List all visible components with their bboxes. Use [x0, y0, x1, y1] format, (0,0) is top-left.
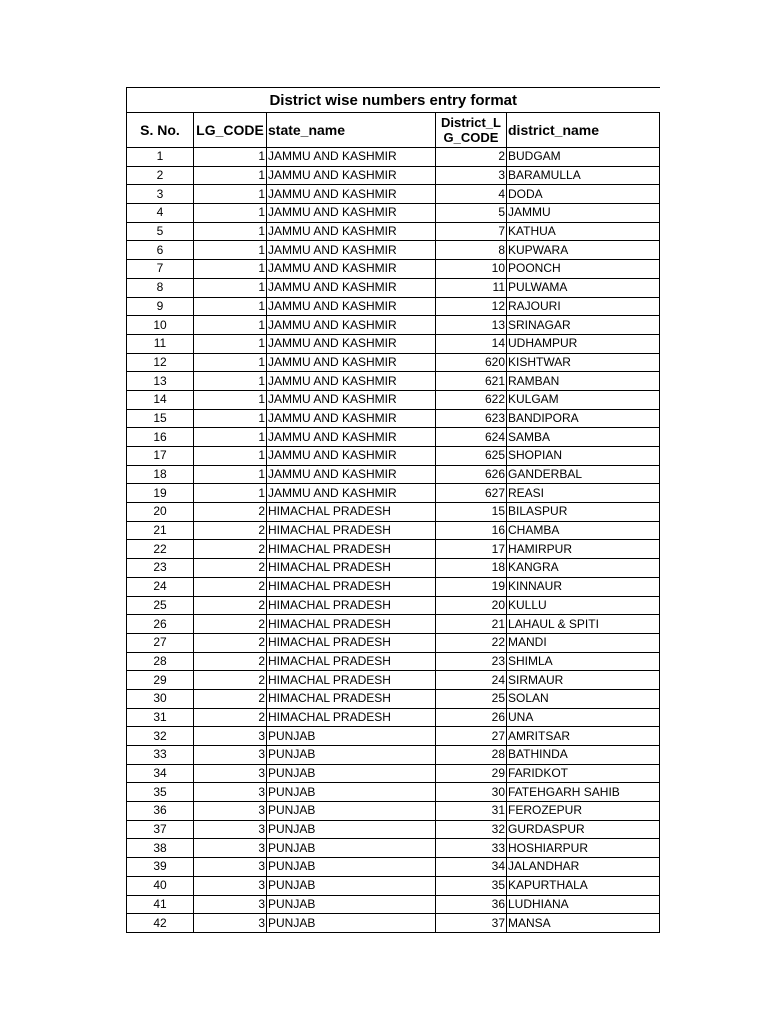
cell-state-name[interactable]: JAMMU AND KASHMIR [267, 372, 436, 391]
table-row [127, 615, 660, 634]
cell-district-lg-code[interactable]: 10 [436, 260, 507, 279]
cell-district-name[interactable]: FEROZEPUR [507, 802, 660, 821]
table-row [127, 746, 660, 765]
cell-district-lg-code[interactable]: 11 [436, 278, 507, 297]
cell-sno[interactable]: 27 [127, 633, 194, 652]
cell-district-lg-code[interactable]: 5 [436, 204, 507, 223]
cell-sno[interactable]: 2 [127, 166, 194, 185]
cell-lg-code[interactable]: 1 [194, 185, 267, 204]
table-row [127, 540, 660, 559]
cell-state-name[interactable]: PUNJAB [267, 783, 436, 802]
table-row [127, 222, 660, 241]
cell-lg-code[interactable]: 1 [194, 260, 267, 279]
cell-sno[interactable]: 9 [127, 297, 194, 316]
table-row [127, 334, 660, 353]
cell-lg-code[interactable]: 2 [194, 540, 267, 559]
cell-lg-code[interactable]: 1 [194, 409, 267, 428]
cell-district-name[interactable]: KULGAM [507, 390, 660, 409]
cell-state-name[interactable]: JAMMU AND KASHMIR [267, 241, 436, 260]
cell-district-lg-code[interactable]: 626 [436, 465, 507, 484]
cell-lg-code[interactable]: 2 [194, 521, 267, 540]
cell-district-name[interactable]: HOSHIARPUR [507, 839, 660, 858]
cell-district-lg-code[interactable]: 3 [436, 166, 507, 185]
cell-lg-code[interactable]: 1 [194, 148, 267, 167]
cell-district-name[interactable]: POONCH [507, 260, 660, 279]
cell-state-name[interactable]: JAMMU AND KASHMIR [267, 148, 436, 167]
cell-district-name[interactable]: AMRITSAR [507, 727, 660, 746]
cell-district-name[interactable]: LAHAUL & SPITI [507, 615, 660, 634]
cell-state-name[interactable]: HIMACHAL PRADESH [267, 652, 436, 671]
header-state-name: state_name [267, 113, 436, 148]
table-row [127, 783, 660, 802]
cell-sno[interactable]: 20 [127, 503, 194, 522]
table-row [127, 316, 660, 335]
cell-lg-code[interactable]: 1 [194, 241, 267, 260]
cell-state-name[interactable]: HIMACHAL PRADESH [267, 708, 436, 727]
table-row [127, 820, 660, 839]
cell-sno[interactable]: 36 [127, 802, 194, 821]
table-body [127, 148, 660, 933]
table-row [127, 409, 660, 428]
cell-state-name[interactable]: HIMACHAL PRADESH [267, 521, 436, 540]
table-row [127, 241, 660, 260]
cell-district-name[interactable]: BUDGAM [507, 148, 660, 167]
cell-sno[interactable]: 7 [127, 260, 194, 279]
cell-district-lg-code[interactable]: 18 [436, 559, 507, 578]
cell-state-name[interactable]: JAMMU AND KASHMIR [267, 334, 436, 353]
cell-state-name[interactable]: HIMACHAL PRADESH [267, 633, 436, 652]
cell-sno[interactable]: 31 [127, 708, 194, 727]
cell-sno[interactable]: 33 [127, 746, 194, 765]
cell-state-name[interactable]: HIMACHAL PRADESH [267, 596, 436, 615]
cell-district-lg-code[interactable]: 627 [436, 484, 507, 503]
cell-district-lg-code[interactable]: 36 [436, 895, 507, 914]
cell-district-lg-code[interactable]: 19 [436, 577, 507, 596]
cell-state-name[interactable]: HIMACHAL PRADESH [267, 540, 436, 559]
header-district-lg-code: District_LG_CODE [436, 113, 507, 148]
cell-lg-code[interactable]: 1 [194, 204, 267, 223]
cell-lg-code[interactable]: 1 [194, 222, 267, 241]
cell-state-name[interactable]: JAMMU AND KASHMIR [267, 409, 436, 428]
cell-sno[interactable]: 29 [127, 671, 194, 690]
table-row [127, 802, 660, 821]
cell-district-lg-code[interactable]: 25 [436, 689, 507, 708]
cell-state-name[interactable]: JAMMU AND KASHMIR [267, 297, 436, 316]
cell-lg-code[interactable]: 3 [194, 876, 267, 895]
cell-state-name[interactable]: HIMACHAL PRADESH [267, 671, 436, 690]
cell-district-lg-code[interactable]: 8 [436, 241, 507, 260]
cell-sno[interactable]: 22 [127, 540, 194, 559]
cell-district-name[interactable]: JAMMU [507, 204, 660, 223]
cell-lg-code[interactable]: 2 [194, 633, 267, 652]
cell-lg-code[interactable]: 1 [194, 484, 267, 503]
cell-sno[interactable]: 41 [127, 895, 194, 914]
cell-state-name[interactable]: PUNJAB [267, 914, 436, 933]
table-row [127, 390, 660, 409]
cell-district-lg-code[interactable]: 30 [436, 783, 507, 802]
cell-sno[interactable]: 21 [127, 521, 194, 540]
cell-district-name[interactable]: KISHTWAR [507, 353, 660, 372]
cell-district-name[interactable]: SAMBA [507, 428, 660, 447]
cell-sno[interactable]: 40 [127, 876, 194, 895]
cell-state-name[interactable]: PUNJAB [267, 820, 436, 839]
cell-district-name[interactable]: SIRMAUR [507, 671, 660, 690]
table-row [127, 260, 660, 279]
cell-lg-code[interactable]: 3 [194, 895, 267, 914]
cell-district-lg-code[interactable]: 7 [436, 222, 507, 241]
cell-sno[interactable]: 26 [127, 615, 194, 634]
table-row [127, 428, 660, 447]
table-row [127, 204, 660, 223]
cell-district-name[interactable]: MANDI [507, 633, 660, 652]
cell-lg-code[interactable]: 3 [194, 914, 267, 933]
cell-sno[interactable]: 19 [127, 484, 194, 503]
cell-state-name[interactable]: JAMMU AND KASHMIR [267, 353, 436, 372]
cell-sno[interactable]: 24 [127, 577, 194, 596]
cell-state-name[interactable]: JAMMU AND KASHMIR [267, 260, 436, 279]
cell-sno[interactable]: 6 [127, 241, 194, 260]
sheet-title: District wise numbers entry format [127, 88, 660, 113]
cell-district-name[interactable]: KINNAUR [507, 577, 660, 596]
cell-district-lg-code[interactable]: 34 [436, 858, 507, 877]
cell-district-name[interactable]: UDHAMPUR [507, 334, 660, 353]
cell-lg-code[interactable]: 3 [194, 820, 267, 839]
cell-district-name[interactable]: KATHUA [507, 222, 660, 241]
cell-district-name[interactable]: GANDERBAL [507, 465, 660, 484]
cell-sno[interactable]: 37 [127, 820, 194, 839]
cell-district-name[interactable]: KAPURTHALA [507, 876, 660, 895]
spreadsheet [126, 87, 660, 933]
cell-district-name[interactable]: SHIMLA [507, 652, 660, 671]
cell-district-lg-code[interactable]: 12 [436, 297, 507, 316]
cell-lg-code[interactable]: 1 [194, 465, 267, 484]
table-row [127, 372, 660, 391]
cell-district-name[interactable]: KULLU [507, 596, 660, 615]
header-district-name: district_name [507, 113, 660, 148]
cell-sno[interactable]: 15 [127, 409, 194, 428]
cell-state-name[interactable]: PUNJAB [267, 727, 436, 746]
cell-lg-code[interactable]: 1 [194, 372, 267, 391]
cell-sno[interactable]: 16 [127, 428, 194, 447]
table-row [127, 689, 660, 708]
table-row [127, 839, 660, 858]
cell-district-name[interactable]: FARIDKOT [507, 764, 660, 783]
cell-district-lg-code[interactable]: 32 [436, 820, 507, 839]
table-row [127, 652, 660, 671]
cell-sno[interactable]: 11 [127, 334, 194, 353]
cell-lg-code[interactable]: 3 [194, 746, 267, 765]
table-row [127, 185, 660, 204]
cell-sno[interactable]: 35 [127, 783, 194, 802]
cell-district-lg-code[interactable]: 620 [436, 353, 507, 372]
table-row [127, 914, 660, 933]
cell-district-name[interactable]: KANGRA [507, 559, 660, 578]
cell-state-name[interactable]: JAMMU AND KASHMIR [267, 204, 436, 223]
cell-district-name[interactable]: DODA [507, 185, 660, 204]
cell-district-lg-code[interactable]: 23 [436, 652, 507, 671]
cell-lg-code[interactable]: 1 [194, 353, 267, 372]
cell-district-name[interactable]: JALANDHAR [507, 858, 660, 877]
cell-district-lg-code[interactable]: 26 [436, 708, 507, 727]
cell-state-name[interactable]: PUNJAB [267, 746, 436, 765]
cell-sno[interactable]: 10 [127, 316, 194, 335]
cell-district-lg-code[interactable]: 621 [436, 372, 507, 391]
cell-district-name[interactable]: RAMBAN [507, 372, 660, 391]
cell-district-lg-code[interactable]: 13 [436, 316, 507, 335]
cell-state-name[interactable]: HIMACHAL PRADESH [267, 503, 436, 522]
cell-state-name[interactable]: JAMMU AND KASHMIR [267, 185, 436, 204]
cell-lg-code[interactable]: 2 [194, 503, 267, 522]
cell-state-name[interactable]: HIMACHAL PRADESH [267, 689, 436, 708]
table-row [127, 503, 660, 522]
title-row [127, 88, 660, 113]
cell-district-lg-code[interactable]: 624 [436, 428, 507, 447]
cell-district-name[interactable]: BARAMULLA [507, 166, 660, 185]
cell-district-lg-code[interactable]: 21 [436, 615, 507, 634]
cell-sno[interactable]: 1 [127, 148, 194, 167]
cell-sno[interactable]: 34 [127, 764, 194, 783]
cell-lg-code[interactable]: 3 [194, 727, 267, 746]
cell-sno[interactable]: 25 [127, 596, 194, 615]
cell-lg-code[interactable]: 2 [194, 689, 267, 708]
cell-lg-code[interactable]: 2 [194, 615, 267, 634]
cell-state-name[interactable]: PUNJAB [267, 802, 436, 821]
cell-district-lg-code[interactable]: 622 [436, 390, 507, 409]
table-row [127, 727, 660, 746]
cell-lg-code[interactable]: 1 [194, 428, 267, 447]
cell-sno[interactable]: 8 [127, 278, 194, 297]
cell-lg-code[interactable]: 2 [194, 708, 267, 727]
cell-sno[interactable]: 13 [127, 372, 194, 391]
cell-sno[interactable]: 5 [127, 222, 194, 241]
cell-district-name[interactable]: CHAMBA [507, 521, 660, 540]
cell-state-name[interactable]: JAMMU AND KASHMIR [267, 428, 436, 447]
cell-state-name[interactable]: PUNJAB [267, 895, 436, 914]
table-row [127, 596, 660, 615]
cell-district-lg-code[interactable]: 623 [436, 409, 507, 428]
cell-district-lg-code[interactable]: 29 [436, 764, 507, 783]
cell-sno[interactable]: 32 [127, 727, 194, 746]
cell-lg-code[interactable]: 1 [194, 166, 267, 185]
table-row [127, 671, 660, 690]
table-row [127, 353, 660, 372]
cell-district-name[interactable]: MANSA [507, 914, 660, 933]
cell-sno[interactable]: 42 [127, 914, 194, 933]
table-row [127, 148, 660, 167]
table-row [127, 559, 660, 578]
table-row [127, 521, 660, 540]
cell-lg-code[interactable]: 2 [194, 596, 267, 615]
table-row [127, 484, 660, 503]
cell-district-lg-code[interactable]: 35 [436, 876, 507, 895]
cell-sno[interactable]: 12 [127, 353, 194, 372]
cell-district-lg-code[interactable]: 14 [436, 334, 507, 353]
cell-district-lg-code[interactable]: 33 [436, 839, 507, 858]
cell-state-name[interactable]: HIMACHAL PRADESH [267, 615, 436, 634]
cell-sno[interactable]: 30 [127, 689, 194, 708]
cell-state-name[interactable]: JAMMU AND KASHMIR [267, 390, 436, 409]
cell-lg-code[interactable]: 2 [194, 559, 267, 578]
cell-district-lg-code[interactable]: 27 [436, 727, 507, 746]
table-row [127, 708, 660, 727]
table-row [127, 278, 660, 297]
table-row [127, 577, 660, 596]
cell-state-name[interactable]: JAMMU AND KASHMIR [267, 166, 436, 185]
cell-district-name[interactable]: PULWAMA [507, 278, 660, 297]
cell-district-lg-code[interactable]: 37 [436, 914, 507, 933]
cell-state-name[interactable]: HIMACHAL PRADESH [267, 559, 436, 578]
cell-state-name[interactable]: PUNJAB [267, 858, 436, 877]
cell-state-name[interactable]: JAMMU AND KASHMIR [267, 222, 436, 241]
district-table [126, 87, 660, 933]
cell-lg-code[interactable]: 2 [194, 671, 267, 690]
cell-state-name[interactable]: JAMMU AND KASHMIR [267, 278, 436, 297]
cell-state-name[interactable]: HIMACHAL PRADESH [267, 577, 436, 596]
cell-district-name[interactable]: BANDIPORA [507, 409, 660, 428]
cell-district-name[interactable]: REASI [507, 484, 660, 503]
cell-district-name[interactable]: SOLAN [507, 689, 660, 708]
cell-lg-code[interactable]: 2 [194, 577, 267, 596]
cell-district-name[interactable]: RAJOURI [507, 297, 660, 316]
cell-district-name[interactable]: FATEHGARH SAHIB [507, 783, 660, 802]
table-row [127, 297, 660, 316]
cell-district-name[interactable]: UNA [507, 708, 660, 727]
cell-lg-code[interactable]: 3 [194, 764, 267, 783]
cell-lg-code[interactable]: 1 [194, 297, 267, 316]
cell-district-name[interactable]: SHOPIAN [507, 447, 660, 466]
cell-district-lg-code[interactable]: 17 [436, 540, 507, 559]
cell-sno[interactable]: 39 [127, 858, 194, 877]
cell-sno[interactable]: 18 [127, 465, 194, 484]
cell-lg-code[interactable]: 2 [194, 652, 267, 671]
cell-sno[interactable]: 3 [127, 185, 194, 204]
cell-state-name[interactable]: JAMMU AND KASHMIR [267, 465, 436, 484]
cell-district-lg-code[interactable]: 625 [436, 447, 507, 466]
cell-lg-code[interactable]: 3 [194, 839, 267, 858]
cell-lg-code[interactable]: 1 [194, 316, 267, 335]
cell-district-name[interactable]: BILASPUR [507, 503, 660, 522]
table-row [127, 876, 660, 895]
table-row [127, 465, 660, 484]
table-row [127, 166, 660, 185]
cell-district-name[interactable]: HAMIRPUR [507, 540, 660, 559]
table-row [127, 633, 660, 652]
cell-district-lg-code[interactable]: 16 [436, 521, 507, 540]
table-row [127, 858, 660, 877]
cell-district-name[interactable]: GURDASPUR [507, 820, 660, 839]
cell-district-name[interactable]: KUPWARA [507, 241, 660, 260]
cell-lg-code[interactable]: 3 [194, 783, 267, 802]
cell-district-lg-code[interactable]: 4 [436, 185, 507, 204]
cell-state-name[interactable]: JAMMU AND KASHMIR [267, 447, 436, 466]
cell-lg-code[interactable]: 3 [194, 858, 267, 877]
cell-state-name[interactable]: JAMMU AND KASHMIR [267, 484, 436, 503]
cell-district-lg-code[interactable]: 24 [436, 671, 507, 690]
cell-district-lg-code[interactable]: 2 [436, 148, 507, 167]
header-sno: S. No. [127, 113, 194, 148]
cell-sno[interactable]: 23 [127, 559, 194, 578]
cell-state-name[interactable]: PUNJAB [267, 839, 436, 858]
cell-district-lg-code[interactable]: 31 [436, 802, 507, 821]
cell-district-lg-code[interactable]: 20 [436, 596, 507, 615]
cell-district-name[interactable]: BATHINDA [507, 746, 660, 765]
cell-sno[interactable]: 38 [127, 839, 194, 858]
table-row [127, 895, 660, 914]
header-row [127, 113, 660, 148]
table-row [127, 447, 660, 466]
cell-lg-code[interactable]: 1 [194, 278, 267, 297]
cell-sno[interactable]: 28 [127, 652, 194, 671]
header-lg-code: LG_CODE [194, 113, 267, 148]
cell-sno[interactable]: 17 [127, 447, 194, 466]
cell-state-name[interactable]: JAMMU AND KASHMIR [267, 316, 436, 335]
cell-district-lg-code[interactable]: 22 [436, 633, 507, 652]
cell-lg-code[interactable]: 1 [194, 447, 267, 466]
cell-lg-code[interactable]: 1 [194, 390, 267, 409]
cell-state-name[interactable]: PUNJAB [267, 764, 436, 783]
cell-district-name[interactable]: LUDHIANA [507, 895, 660, 914]
cell-sno[interactable]: 4 [127, 204, 194, 223]
cell-lg-code[interactable]: 3 [194, 802, 267, 821]
cell-district-name[interactable]: SRINAGAR [507, 316, 660, 335]
cell-district-lg-code[interactable]: 15 [436, 503, 507, 522]
cell-lg-code[interactable]: 1 [194, 334, 267, 353]
table-row [127, 764, 660, 783]
cell-district-lg-code[interactable]: 28 [436, 746, 507, 765]
cell-state-name[interactable]: PUNJAB [267, 876, 436, 895]
cell-sno[interactable]: 14 [127, 390, 194, 409]
